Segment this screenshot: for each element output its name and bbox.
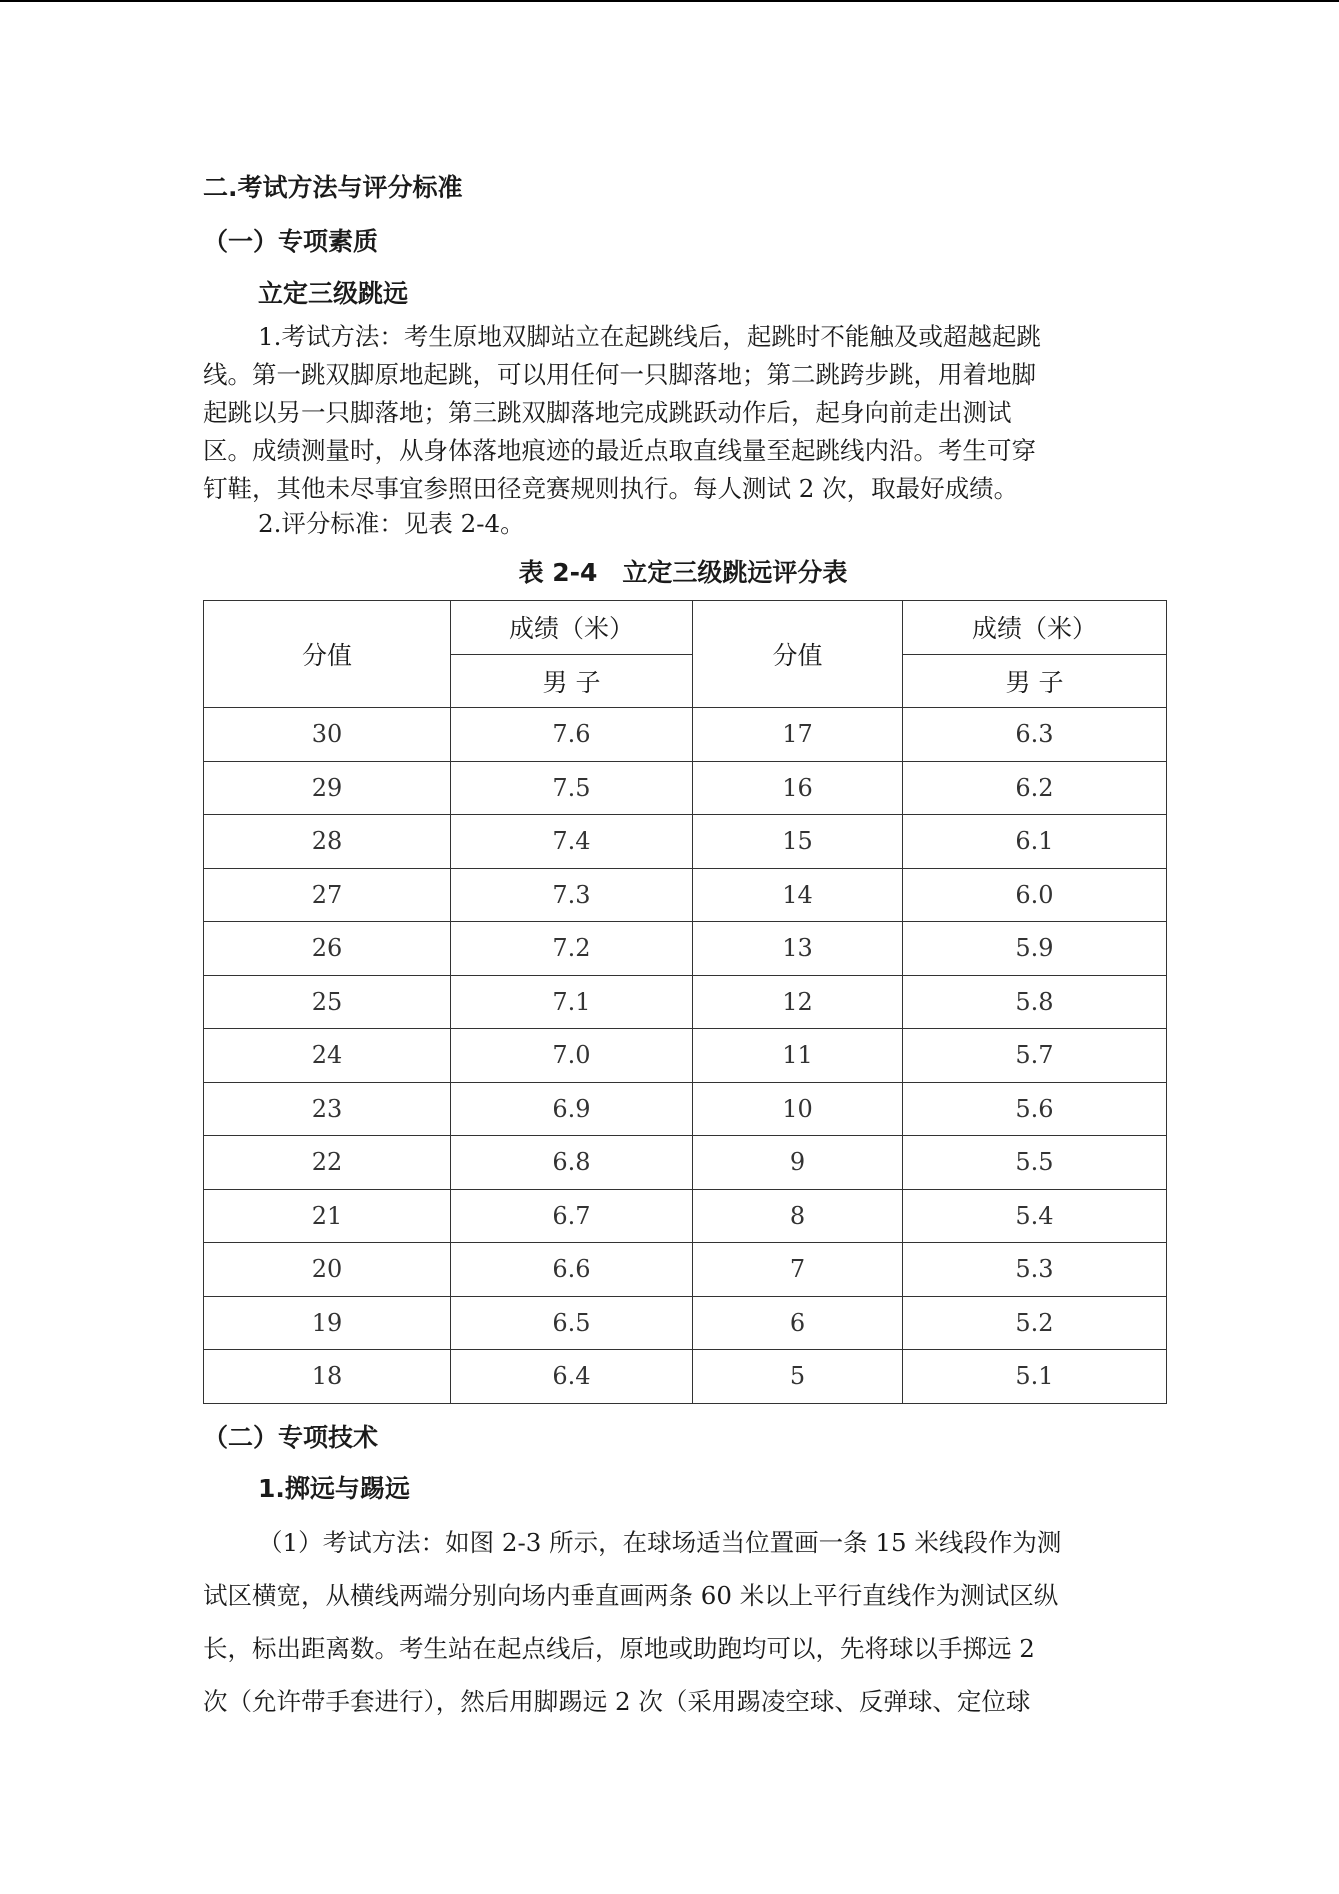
header-score-right: 分值: [693, 601, 903, 708]
throw-kick-method-paragraph: [203, 1516, 1163, 1728]
cell-result-left: 7.1: [451, 975, 693, 1029]
cell-result-left: 6.4: [451, 1350, 693, 1404]
cell-result-left: 7.2: [451, 922, 693, 976]
cell-score-right: 6: [693, 1296, 903, 1350]
page-top-rule: [0, 0, 1339, 2]
table-row: [204, 1243, 1167, 1297]
table-row: [204, 708, 1167, 762]
header-result-right: 成绩（米）: [903, 601, 1167, 655]
paragraph-line: 1.考试方法：考生原地双脚站立在起跳线后，起跳时不能触及或超越起跳: [258, 322, 1041, 351]
table-body: [204, 708, 1167, 1404]
score-table: [203, 600, 1167, 1404]
item-heading-triple-jump: 立定三级跳远: [258, 279, 409, 308]
cell-result-left: 7.6: [451, 708, 693, 762]
cell-result-left: 6.7: [451, 1189, 693, 1243]
cell-result-left: 6.5: [451, 1296, 693, 1350]
cell-score-right: 13: [693, 922, 903, 976]
cell-score-right: 17: [693, 708, 903, 762]
cell-score-right: 8: [693, 1189, 903, 1243]
cell-score-right: 14: [693, 868, 903, 922]
cell-result-left: 7.4: [451, 815, 693, 869]
cell-score-left: 21: [204, 1189, 451, 1243]
cell-result-right: 5.6: [903, 1082, 1167, 1136]
cell-score-left: 19: [204, 1296, 451, 1350]
cell-result-right: 6.0: [903, 868, 1167, 922]
cell-score-left: 26: [204, 922, 451, 976]
header-result-left: 成绩（米）: [451, 601, 693, 655]
cell-result-right: 5.8: [903, 975, 1167, 1029]
cell-score-right: 16: [693, 761, 903, 815]
cell-score-left: 20: [204, 1243, 451, 1297]
subsection-heading-fitness: （一）专项素质: [203, 227, 379, 256]
table-row: [204, 922, 1167, 976]
paragraph-line: 次（允许带手套进行），然后用脚踢远 2 次（采用踢凌空球、反弹球、定位球: [203, 1687, 1031, 1716]
header-score-left: 分值: [204, 601, 451, 708]
table-row: [204, 975, 1167, 1029]
table-row: [204, 1029, 1167, 1083]
cell-result-right: 6.3: [903, 708, 1167, 762]
table-row: [204, 1136, 1167, 1190]
cell-score-left: 18: [204, 1350, 451, 1404]
cell-result-right: 5.1: [903, 1350, 1167, 1404]
cell-result-right: 6.1: [903, 815, 1167, 869]
cell-score-left: 27: [204, 868, 451, 922]
table-row: [204, 868, 1167, 922]
cell-result-right: 5.7: [903, 1029, 1167, 1083]
paragraph-line: 长，标出距离数。考生站在起点线后，原地或助跑均可以，先将球以手掷远 2: [203, 1634, 1035, 1663]
cell-score-right: 7: [693, 1243, 903, 1297]
cell-result-right: 5.5: [903, 1136, 1167, 1190]
table-row: [204, 1082, 1167, 1136]
cell-result-right: 6.2: [903, 761, 1167, 815]
cell-result-left: 6.8: [451, 1136, 693, 1190]
scoring-standard-line: 2.评分标准：见表 2-4。: [258, 509, 525, 538]
cell-result-right: 5.3: [903, 1243, 1167, 1297]
header-male-right: 男 子: [903, 654, 1167, 708]
cell-result-right: 5.2: [903, 1296, 1167, 1350]
table-row: [204, 1296, 1167, 1350]
cell-score-left: 25: [204, 975, 451, 1029]
table-row: [204, 815, 1167, 869]
cell-result-left: 7.3: [451, 868, 693, 922]
paragraph-line: 线。第一跳双脚原地起跳，可以用任何一只脚落地；第二跳跨步跳，用着地脚: [203, 360, 1036, 389]
paragraph-line: 区。成绩测量时，从身体落地痕迹的最近点取直线量至起跳线内沿。考生可穿: [203, 436, 1036, 465]
cell-score-left: 24: [204, 1029, 451, 1083]
cell-score-right: 10: [693, 1082, 903, 1136]
cell-score-left: 22: [204, 1136, 451, 1190]
cell-result-right: 5.9: [903, 922, 1167, 976]
cell-score-right: 12: [693, 975, 903, 1029]
paragraph-line: （1）考试方法：如图 2-3 所示，在球场适当位置画一条 15 米线段作为测: [258, 1528, 1062, 1557]
paragraph-line: 试区横宽，从横线两端分别向场内垂直画两条 60 米以上平行直线作为测试区纵: [203, 1581, 1059, 1610]
table-caption: 表 2-4 立定三级跳远评分表: [518, 558, 848, 587]
item-heading-throw-kick: 1.掷远与踢远: [258, 1474, 410, 1503]
paragraph-line: 起跳以另一只脚落地；第三跳双脚落地完成跳跃动作后，起身向前走出测试: [203, 398, 1012, 427]
cell-score-left: 30: [204, 708, 451, 762]
table-header-row: [204, 601, 1167, 655]
cell-score-left: 29: [204, 761, 451, 815]
cell-result-left: 7.0: [451, 1029, 693, 1083]
section-heading: 二.考试方法与评分标准: [203, 173, 463, 202]
paragraph-line: 钉鞋，其他未尽事宜参照田径竞赛规则执行。每人测试 2 次，取最好成绩。: [203, 474, 1019, 503]
cell-score-left: 28: [204, 815, 451, 869]
cell-result-left: 6.6: [451, 1243, 693, 1297]
cell-score-right: 15: [693, 815, 903, 869]
table-row: [204, 1189, 1167, 1243]
cell-score-left: 23: [204, 1082, 451, 1136]
table-row: [204, 761, 1167, 815]
cell-result-left: 7.5: [451, 761, 693, 815]
cell-result-left: 6.9: [451, 1082, 693, 1136]
cell-score-right: 9: [693, 1136, 903, 1190]
subsection-heading-technique: （二）专项技术: [203, 1423, 379, 1452]
cell-result-right: 5.4: [903, 1189, 1167, 1243]
header-male-left: 男 子: [451, 654, 693, 708]
exam-method-paragraph: [203, 318, 1163, 508]
cell-score-right: 5: [693, 1350, 903, 1404]
table-row: [204, 1350, 1167, 1404]
cell-score-right: 11: [693, 1029, 903, 1083]
